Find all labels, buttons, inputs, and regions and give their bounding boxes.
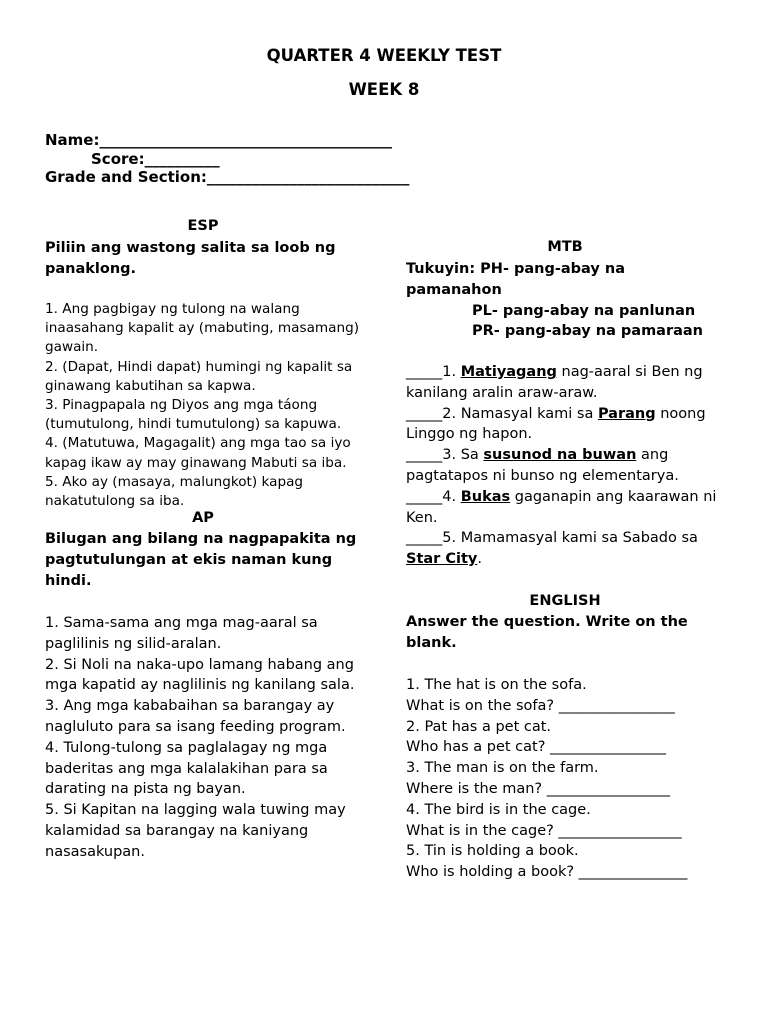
mtb-item-2-key: Parang — [597, 405, 656, 422]
ap-item-3: 3. Ang mga kababaihan sa barangay ay nagluluto para sa isang feeding program. — [45, 698, 346, 735]
esp-instruction: Piliin ang wastong salita sa loob ng panaklong. — [45, 240, 336, 277]
english-statement-3: 3. The man is on the farm. — [406, 760, 599, 777]
english-heading: ENGLISH — [529, 593, 601, 609]
esp-item-5: 5. Ako ay (masaya, malungkot) kapag nakatutulong sa iba. — [45, 473, 304, 510]
english-question-4: What is in the cage? _________________ — [406, 822, 682, 839]
esp-item-1: 1. Ang pagbigay ng tulong na walang inaasahang kapalit ay (mabuting, masamang) gawain. — [45, 301, 360, 356]
mtb-item-3: _____3. Sa susunod na buwan ang pagtatapos ni bunso ng elementarya. — [406, 447, 679, 484]
mtb-item-1-key: Matiyagang — [460, 364, 557, 380]
mtb-instruction-line-3: PR- pang-abay na pamaraan — [472, 323, 704, 340]
mtb-instruction-line-1: Tukuyin: PH- pang-abay na pamanahon — [406, 261, 626, 298]
ap-item-4: 4. Tulong-tulong sa paglalagay ng mga baderitas ang mga kalalakihan para sa darating na pista ng bayan. — [45, 739, 328, 798]
english-question-3: Where is the man? _________________ — [406, 780, 670, 797]
mtb-item-1: _____1. Matiyagang nag-aaral si Ben ng kanilang aralin araw-araw. — [406, 364, 703, 401]
esp-item-3: 3. Pinagpapala ng Diyos ang mga táong (tumutulong, hindi tumutulong) sa kapuwa. — [45, 397, 342, 433]
mtb-item-4-key: Bukas — [460, 488, 511, 505]
page-title: QUARTER 4 WEEKLY TEST — [266, 46, 502, 65]
mtb-item-3-key: susunod na buwan — [483, 447, 637, 464]
esp-heading: ESP — [187, 218, 219, 234]
english-question-1: What is on the sofa? ________________ — [406, 697, 675, 714]
mtb-item-5: _____5. Mamamasyal kami sa Sabado sa Star City. — [406, 530, 698, 568]
ap-items — [45, 613, 365, 863]
esp-item-2: 2. (Dapat, Hindi dapat) humingi ng kapalit sa ginawang kabutihan sa kapwa. — [45, 358, 353, 394]
ap-heading: AP — [192, 510, 214, 526]
english-instruction: Answer the question. Write on the blank. — [406, 614, 688, 651]
mtb-instruction-line-2: PL- pang-abay na panlunan — [472, 302, 696, 319]
grade-section-field: Grade and Section:___________________________ — [45, 168, 410, 186]
english-statement-2: 2. Pat has a pet cat. — [406, 718, 552, 735]
name-field: Name:_______________________________________ — [45, 131, 392, 149]
mtb-items — [406, 362, 718, 570]
ap-item-5: 5. Si Kapitan na lagging wala tuwing may kalamidad sa barangay na kaniyang nasasakupan. — [45, 802, 346, 860]
mtb-item-4: _____4. Bukas gaganapin ang kaarawan ni Ken. — [406, 488, 717, 526]
mtb-heading: MTB — [547, 239, 583, 255]
ap-item-2: 2. Si Noli na naka-upo lamang habang ang mga kapatid ay naglilinis ng kanilang sala. — [45, 656, 355, 694]
mtb-instruction — [406, 259, 724, 342]
english-statement-5: 5. Tin is holding a book. — [406, 843, 579, 860]
mtb-item-5-key: Star City — [406, 551, 478, 568]
ap-item-1: 1. Sama-sama ang mga mag-aaral sa paglilinis ng silid-aralan. — [45, 615, 318, 652]
esp-item-4: 4. (Matutuwa, Magagalit) ang mga tao sa iyo kapag ikaw ay may ginawang Mabuti sa iba. — [45, 435, 351, 471]
week-label: WEEK 8 — [348, 80, 420, 99]
english-items — [406, 675, 724, 883]
ap-instruction: Bilugan ang bilang na nagpapakita ng pagtutulungan at ekis naman kung hindi. — [45, 531, 357, 589]
english-question-2: Who has a pet cat? ________________ — [406, 739, 667, 756]
english-statement-4: 4. The bird is in the cage. — [406, 801, 591, 818]
mtb-item-2: _____2. Namasyal kami sa Parang noong Linggo ng hapon. — [406, 405, 706, 443]
english-statement-1: 1. The hat is on the sofa. — [406, 677, 587, 693]
english-question-5: Who is holding a book? _______________ — [406, 864, 688, 881]
score-field: Score:__________ — [91, 150, 220, 168]
esp-items — [45, 300, 365, 511]
